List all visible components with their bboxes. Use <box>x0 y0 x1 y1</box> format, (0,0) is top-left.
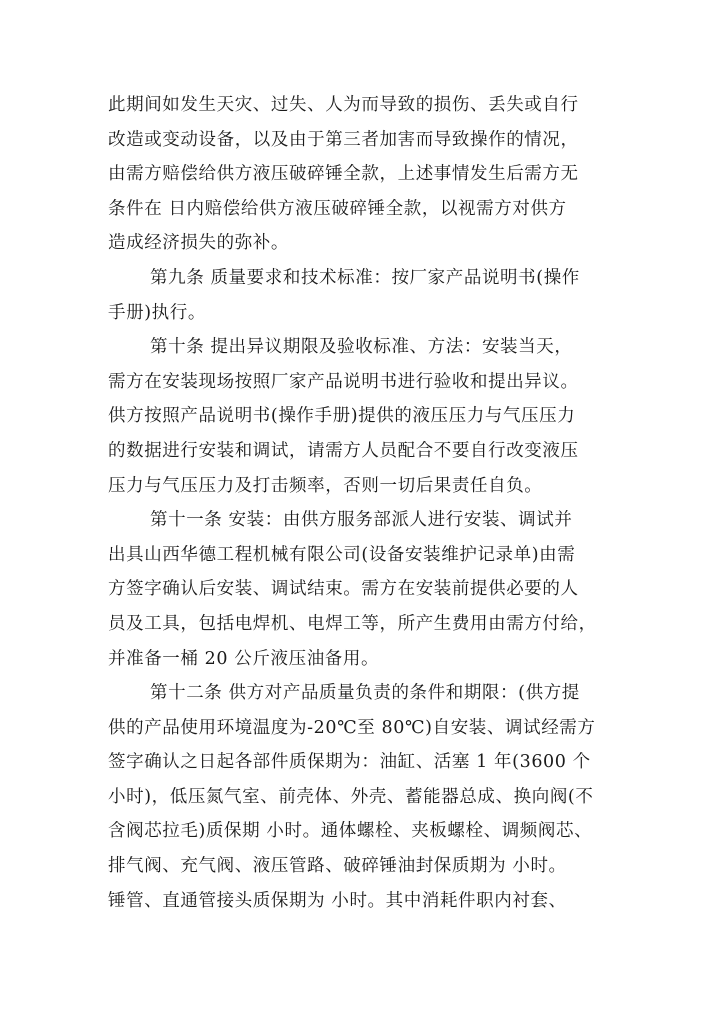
clause-12-heading-line: 第十二条 供方对产品质量负责的条件和期限：(供方提 <box>150 683 580 704</box>
text-line: 手册)执行。 <box>108 302 206 323</box>
text-line: 造成经济损失的弥补。 <box>108 233 289 254</box>
text-line: 并准备一桶 20 公斤液压油备用。 <box>108 648 380 669</box>
text-line: 含阀芯拉毛)质保期 小时。通体螺栓、夹板螺栓、调频阀芯、 <box>108 821 593 842</box>
clause-11-heading-line: 第十一条 安装：由供方服务部派人进行安装、调试并 <box>150 510 573 531</box>
text-line: 出具山西华德工程机械有限公司(设备安装维护记录单)由需 <box>108 544 576 565</box>
document-page <box>108 88 628 918</box>
text-line: 此期间如发生天灾、过失、人为而导致的损伤、丢失或自行 <box>108 95 579 115</box>
text-line: 改造或变动设备，以及由于第三者加害而导致操作的情况， <box>108 129 579 150</box>
text-line: 条件在 日内赔偿给供方液压破碎锤全款，以视需方对供方 <box>108 198 567 219</box>
text-line: 签字确认之日起各部件质保期为：油缸、活塞 1 年(3600 个 <box>108 752 591 773</box>
clause-9-heading-line: 第九条 质量要求和技术标准：按厂家产品说明书(操作 <box>150 267 580 288</box>
text-line: 压力与气压压力及打击频率，否则一切后果责任自负。 <box>108 475 543 496</box>
text-line: 锤管、直通管接头质保期为 小时。其中消耗件职内衬套、 <box>108 890 567 911</box>
text-line: 方签字确认后安装、调试结束。需方在安装前提供必要的人 <box>108 579 579 600</box>
text-line: 需方在安装现场按照厂家产品说明书进行验收和提出异议。 <box>108 371 579 392</box>
text-line: 由需方赔偿给供方液压破碎锤全款，上述事情发生后需方无 <box>108 164 579 185</box>
text-line: 供方按照产品说明书(操作手册)提供的液压压力与气压压力 <box>108 406 576 427</box>
text-line: 小时)，低压氮气室、前壳体、外壳、蓄能器总成、换向阀(不 <box>108 786 594 807</box>
clause-10-heading-line: 第十条 提出异议期限及验收标准、方法：安装当天， <box>150 337 573 358</box>
text-line: 员及工具，包括电焊机、电焊工等，所产生费用由需方付给， <box>108 613 597 634</box>
text-line: 供的产品使用环境温度为-20℃至 80℃)自安装、调试经需方 <box>108 717 596 738</box>
text-line: 排气阀、充气阀、液压管路、破碎锤油封保质期为 小时。 <box>108 856 567 877</box>
text-line: 的数据进行安装和调试，请需方人员配合不要自行改变液压 <box>108 440 579 461</box>
